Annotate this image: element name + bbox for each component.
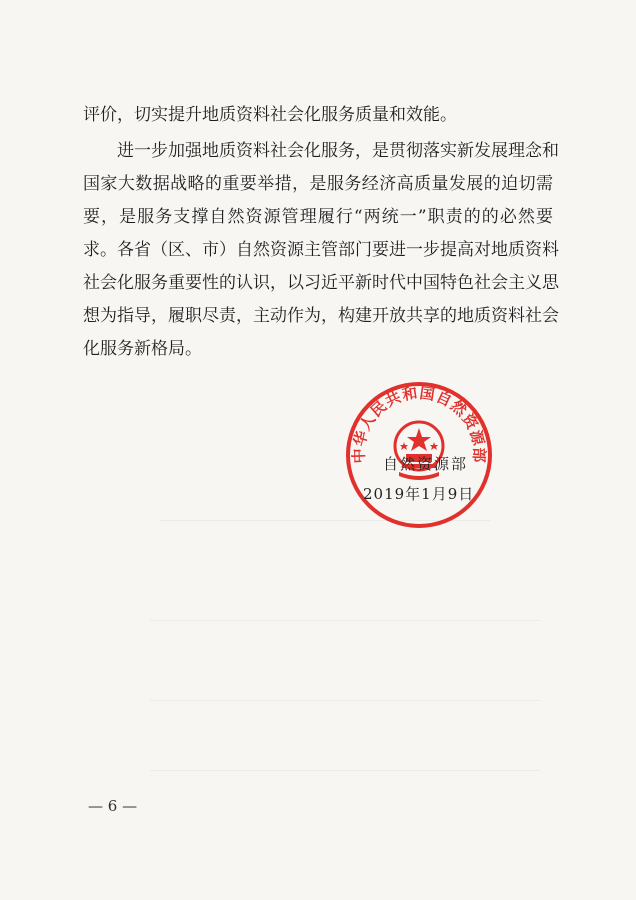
body-line-7: 想为指导，履职尽责，主动作为，构建开放共享的地质资料社会 — [83, 306, 559, 326]
body-line-6: 社会化服务重要性的认识，以习近平新时代中国特色社会主义思 — [83, 273, 559, 293]
body-line-4: 要，是服务支撑自然资源管理履行“两统一”职责的的必然要 — [83, 207, 553, 227]
body-line-3: 国家大数据战略的重要举措，是服务经济高质量发展的迫切需 — [83, 174, 553, 194]
body-line-1: 评价，切实提升地质资料社会化服务质量和效能。 — [83, 105, 457, 125]
signing-date: 2019年1月9日 — [363, 485, 475, 503]
bleed-through-mark — [150, 700, 540, 701]
body-line-2: 进一步加强地质资料社会化服务，是贯彻落实新发展理念和 — [117, 141, 559, 161]
signing-organization: 自然资源部 — [383, 455, 469, 473]
seal-text: 中华人民共和国自然资源部 — [349, 383, 489, 464]
bleed-through-mark — [150, 620, 540, 621]
body-line-8: 化服务新格局。 — [83, 339, 202, 359]
bleed-through-mark — [150, 770, 540, 771]
body-line-5: 求。各省（区、市）自然资源主管部门要进一步提高对地质资料 — [83, 240, 559, 260]
page-number: — 6 — — [88, 797, 138, 815]
